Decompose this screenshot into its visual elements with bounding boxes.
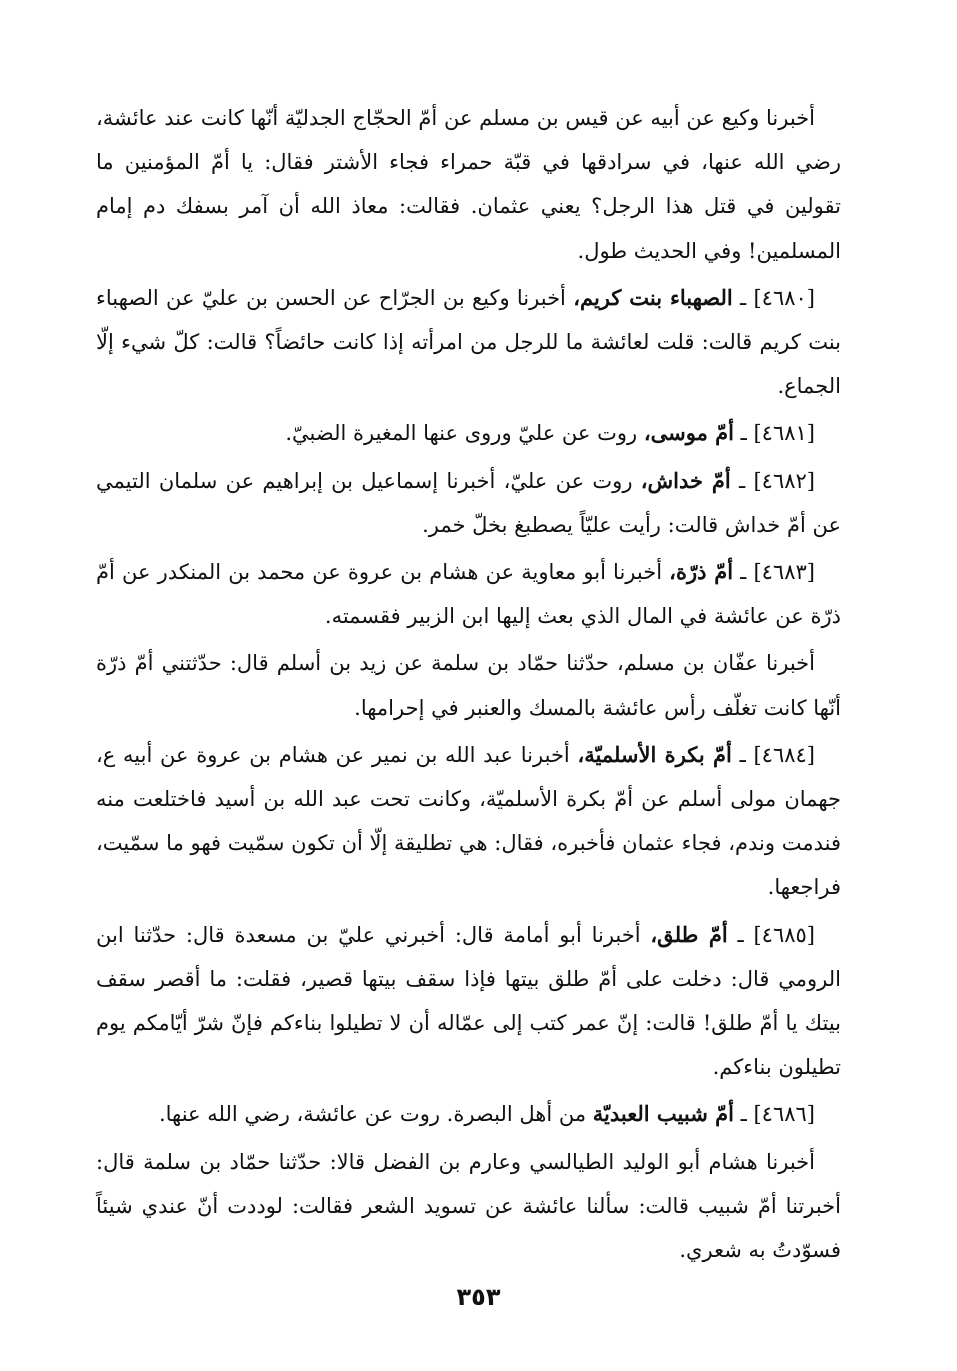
entry-number: [٤٦٨٥] ـ bbox=[727, 922, 815, 947]
entry-text: روت عن عليّ، أخبرنا إسماعيل بن إبراهيم عن سلمان التيمي عن أمّ خداش قالت: رأيت عليّاً يصطبغ بخلّ خمر. bbox=[96, 468, 841, 537]
entry-4680 bbox=[96, 276, 841, 409]
entry-name: أمّ طلق، bbox=[650, 921, 728, 947]
entry-name: أمّ بكرة الأسلميّة، bbox=[577, 741, 732, 767]
entry-name: الصهباء بنت كريم، bbox=[573, 284, 733, 310]
paragraph-text: أخبرنا هشام أبو الوليد الطيالسي وعارم بن الفضل قالا: حدّثنا حمّاد بن سلمة قال: أخبرتنا أمّ شبيب قالت: سألنا عائشة عن تسويد الشعر فقالت: لوددت أنّ عندي شيئاً فسوّدتُ به شعري. bbox=[96, 1149, 841, 1263]
entry-4684 bbox=[96, 733, 841, 910]
entry-number: [٤٦٨٣] ـ bbox=[733, 560, 815, 585]
entry-text: من أهل البصرة. روت عن عائشة، رضي الله عنها. bbox=[158, 1102, 593, 1127]
entry-text: أخبرنا أبو أمامة قال: أخبرني عليّ بن مسعدة قال: حدّثنا ابن الرومي قال: دخلت على أمّ طلق بيتها فإذا سقف بيتها قصير، فقلت: ما أقصر سقف بيتك يا أمّ طلق! قالت: إنّ عمر كتب إلى عمّاله أن لا تطيلوا بناءكم فإنّ شرّ أيّامكم يوم تطيلون بناءكم. bbox=[96, 922, 841, 1080]
entry-4681 bbox=[96, 411, 841, 455]
entry-number: [٤٦٨٢] ـ bbox=[730, 468, 815, 493]
page-number: ٣٥٣ bbox=[456, 1283, 501, 1311]
entry-name: أمّ موسى، bbox=[643, 420, 734, 446]
entry-number: [٤٦٨٤] ـ bbox=[731, 742, 815, 767]
entry-name: أمّ ذرّة، bbox=[669, 559, 734, 585]
entry-number: [٤٦٨١] ـ bbox=[733, 421, 815, 446]
entry-name: أمّ شبيب العبديّة bbox=[592, 1101, 734, 1127]
entry-text: روت عن عليّ وروى عنها المغيرة الضبيّ. bbox=[285, 421, 644, 446]
paragraph-intro-umm-al-hajjaj bbox=[96, 96, 841, 273]
entry-number: [٤٦٨٦] ـ bbox=[733, 1102, 815, 1127]
paragraph-text: أخبرنا وكيع عن أبيه عن قيس بن مسلم عن أمّ الحجّاج الجدليّة أنّها كانت عند عائشة، رضي الله عنها، في سرادقها في قبّة حمراء فجاء الأشتر فقال: يا أمّ المؤمنين ما تقولين في قتل هذا الرجل؟ يعني عثمان. فقالت: معاذ الله أن آمر بسفك دم إمام المسلمين! وفي الحديث طول. bbox=[96, 106, 841, 263]
entry-text: أخبرنا عبد الله بن نمير عن هشام بن عروة عن أبيه ع، جهمان مولى أسلم عن أمّ بكرة الأسلميّة، وكانت تحت عبد الله بن أسيد فاختلعت منه فندمت وندم، فجاء عثمان فأخبره، فقال: هي تطليقة إلّا أن تكون سمّيت فهو ما سمّيت، فراجعها. bbox=[96, 742, 841, 900]
entry-name: أمّ خداش، bbox=[640, 467, 731, 493]
entry-text: أخبرنا وكيع بن الجرّاح عن الحسن بن عليّ عن الصهباء بنت كريم قالت: قلت لعائشة ما للرجل من امرأته إذا كانت حائضاً؟ قالت: كلّ شيء إلّا الجماع. bbox=[96, 285, 841, 399]
entry-4685 bbox=[96, 913, 841, 1090]
paragraph-affan bbox=[96, 641, 841, 729]
paragraph-hisham bbox=[96, 1140, 841, 1273]
entry-4682 bbox=[96, 459, 841, 547]
entry-4686 bbox=[96, 1092, 841, 1136]
entry-number: [٤٦٨٠] ـ bbox=[732, 285, 815, 310]
entry-4683 bbox=[96, 550, 841, 638]
entry-text: أخبرنا أبو معاوية عن هشام بن عروة عن محمد بن المنكدر عن أمّ ذرّة عن عائشة في المال الذي بعث إليها ابن الزبير فقسمته. bbox=[96, 560, 841, 629]
paragraph-text: أخبرنا عفّان بن مسلم، حدّثنا حمّاد بن سلمة عن زيد بن أسلم قال: حدّثتني أمّ ذرّة أنّها كانت تغلّف رأس عائشة بالمسك والعنبر في إحرامها. bbox=[96, 651, 841, 720]
page-body bbox=[96, 96, 841, 1275]
